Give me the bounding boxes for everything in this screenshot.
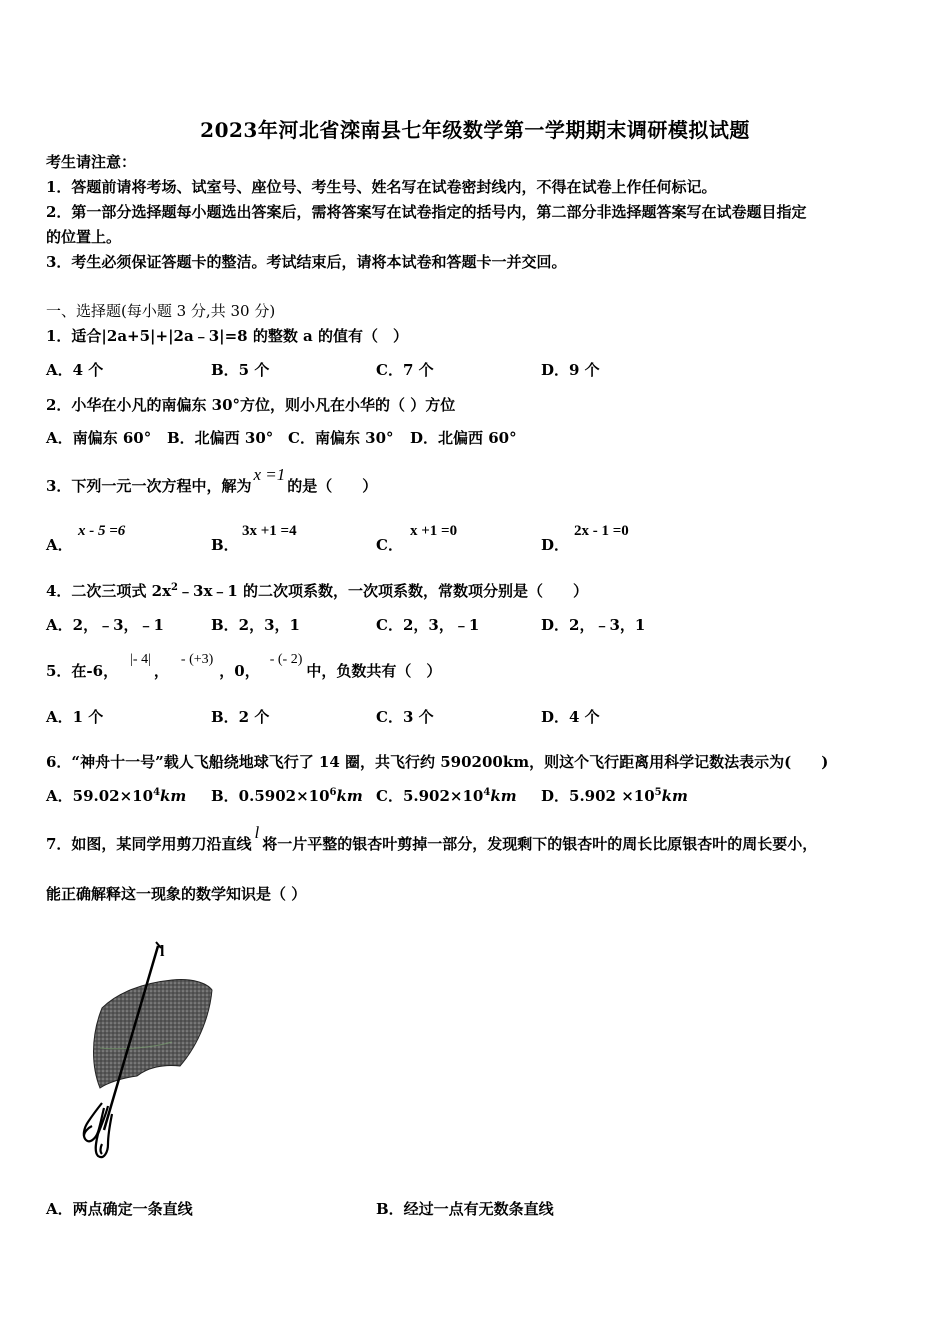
notice-item-1: 1．答题前请将考场、试室号、座位号、考生号、姓名写在试卷密封线内，不得在试卷上作任何标记。 bbox=[46, 178, 717, 196]
q3-label-a: A． bbox=[46, 536, 73, 554]
q7-stem-after: 将一片平整的银杏叶剪掉一部分，发现剩下的银杏叶的周长比原银杏叶的周长要小， bbox=[262, 835, 818, 853]
q1-option-c: C．7 个 bbox=[376, 361, 434, 379]
q6-option-c-exp: 4 bbox=[483, 787, 491, 798]
q1-option-a: A．4 个 bbox=[46, 361, 104, 379]
q4-option-b: B．2，3，1 bbox=[211, 616, 300, 634]
question-7-stem-line2: 能正确解释这一现象的数学知识是（ ） bbox=[46, 885, 307, 903]
q5-stem-end: 中，负数共有（ ） bbox=[306, 662, 442, 680]
scissors-icon bbox=[84, 1103, 112, 1157]
question-6-stem: 6．“神舟十一号”载人飞船绕地球飞行了 14 圈，共飞行约 590200km，则这个飞行距离用科学记数法表示为( ) bbox=[46, 753, 829, 771]
q1-option-d: D．9 个 bbox=[541, 361, 600, 379]
ginkgo-scissors-illustration bbox=[62, 938, 222, 1168]
q6-option-a-base: A．59.02×10 bbox=[46, 787, 154, 805]
q5-math-abs: |- 4| bbox=[130, 652, 151, 667]
q5-math-neg-neg: - (- 2) bbox=[269, 652, 303, 667]
question-4-stem bbox=[46, 581, 588, 601]
q7-option-a: A．两点确定一条直线 bbox=[46, 1200, 193, 1218]
q3-equation-b: 3x +1 =4 bbox=[242, 523, 297, 539]
q6-option-d-base: D．5.902 ×10 bbox=[541, 787, 655, 805]
q2-option-d: D．北偏西 60° bbox=[410, 429, 517, 447]
q6-option-d bbox=[541, 786, 688, 806]
q7-stem-math: l bbox=[254, 823, 260, 842]
q5-option-d: D．4 个 bbox=[541, 708, 600, 726]
ginkgo-leaf-figure bbox=[62, 938, 222, 1168]
q6-option-b-base: B．0.5902×10 bbox=[211, 787, 330, 805]
q3-stem-after: 的是（ ） bbox=[287, 477, 378, 495]
q3-equation-a: x - 5 =6 bbox=[78, 523, 126, 539]
q2-option-c: C．南偏东 30° bbox=[288, 429, 394, 447]
q3-equation-d: 2x - 1 =0 bbox=[574, 523, 629, 539]
q7-stem-before: 7．如图，某同学用剪刀沿直线 bbox=[46, 835, 252, 853]
q5-option-c: C．3 个 bbox=[376, 708, 434, 726]
q4-option-a: A．2，﹣3，﹣1 bbox=[46, 616, 164, 634]
q5-option-a: A．1 个 bbox=[46, 708, 104, 726]
page-title: 2023年河北省滦南县七年级数学第一学期期末调研模拟试题 bbox=[200, 118, 750, 142]
q4-stem-sup: 2 bbox=[171, 582, 179, 593]
notice-item-3: 3．考生必须保证答题卡的整洁。考试结束后，请将本试卷和答题卡一并交回。 bbox=[46, 253, 567, 271]
q4-stem-after: ﹣3x﹣1 的二次项系数，一次项系数，常数项分别是（ ） bbox=[178, 582, 589, 600]
q7-option-b: B．经过一点有无数条直线 bbox=[376, 1200, 554, 1218]
question-1-stem: 1．适合|2a+5|+|2a﹣3|=8 的整数 a 的值有（ ） bbox=[46, 327, 408, 345]
q6-option-c bbox=[376, 786, 517, 806]
question-3-stem bbox=[46, 465, 378, 496]
q3-label-d: D． bbox=[541, 536, 570, 554]
q4-option-d: D．2，﹣3，1 bbox=[541, 616, 646, 634]
q1-option-b: B．5 个 bbox=[211, 361, 270, 379]
q3-label-c: C． bbox=[376, 536, 403, 554]
q5-math-neg-plus: - (+3) bbox=[180, 652, 214, 667]
q6-option-a bbox=[46, 786, 186, 806]
notice-heading: 考生请注意： bbox=[46, 153, 137, 171]
q6-option-c-unit: km bbox=[490, 787, 517, 805]
q3-equation-c: x +1 =0 bbox=[410, 523, 458, 539]
q5-sep-2: ，0， bbox=[219, 662, 260, 680]
question-5-stem bbox=[46, 652, 442, 683]
q2-option-a: A．南偏东 60° bbox=[46, 429, 152, 447]
q2-option-b: B．北偏西 30° bbox=[167, 429, 274, 447]
section-heading: 一、选择题(每小题 3 分,共 30 分) bbox=[46, 302, 276, 320]
q6-option-b bbox=[211, 786, 363, 806]
q3-label-b: B． bbox=[211, 536, 239, 554]
q6-option-b-exp: 6 bbox=[329, 787, 337, 798]
q5-option-b: B．2 个 bbox=[211, 708, 270, 726]
notice-item-2: 2．第一部分选择题每小题选出答案后，需将答案写在试卷指定的括号内，第二部分非选择题答案写在试卷题目指定 bbox=[46, 203, 807, 221]
figure-line-label: l bbox=[160, 943, 165, 960]
question-7-stem bbox=[46, 823, 818, 854]
ginkgo-leaf bbox=[94, 980, 213, 1088]
q6-option-d-exp: 5 bbox=[654, 787, 662, 798]
q5-sep-1: ， bbox=[153, 662, 169, 680]
q3-stem-before: 3．下列一元一次方程中，解为 bbox=[46, 477, 252, 495]
q6-option-a-exp: 4 bbox=[153, 787, 161, 798]
q6-option-c-base: C．5.902×10 bbox=[376, 787, 484, 805]
q6-option-d-unit: km bbox=[661, 787, 688, 805]
question-2-stem: 2．小华在小凡的南偏东 30°方位，则小凡在小华的（ ）方位 bbox=[46, 396, 456, 414]
notice-item-2-cont: 的位置上。 bbox=[46, 228, 122, 246]
q6-option-b-unit: km bbox=[336, 787, 363, 805]
q4-stem-before: 4．二次三项式 2x bbox=[46, 582, 172, 600]
q3-stem-math: x =1 bbox=[253, 465, 286, 484]
q4-option-c: C．2，3，﹣1 bbox=[376, 616, 480, 634]
q6-option-a-unit: km bbox=[160, 787, 187, 805]
q5-stem-start: 5．在-6， bbox=[46, 662, 119, 680]
